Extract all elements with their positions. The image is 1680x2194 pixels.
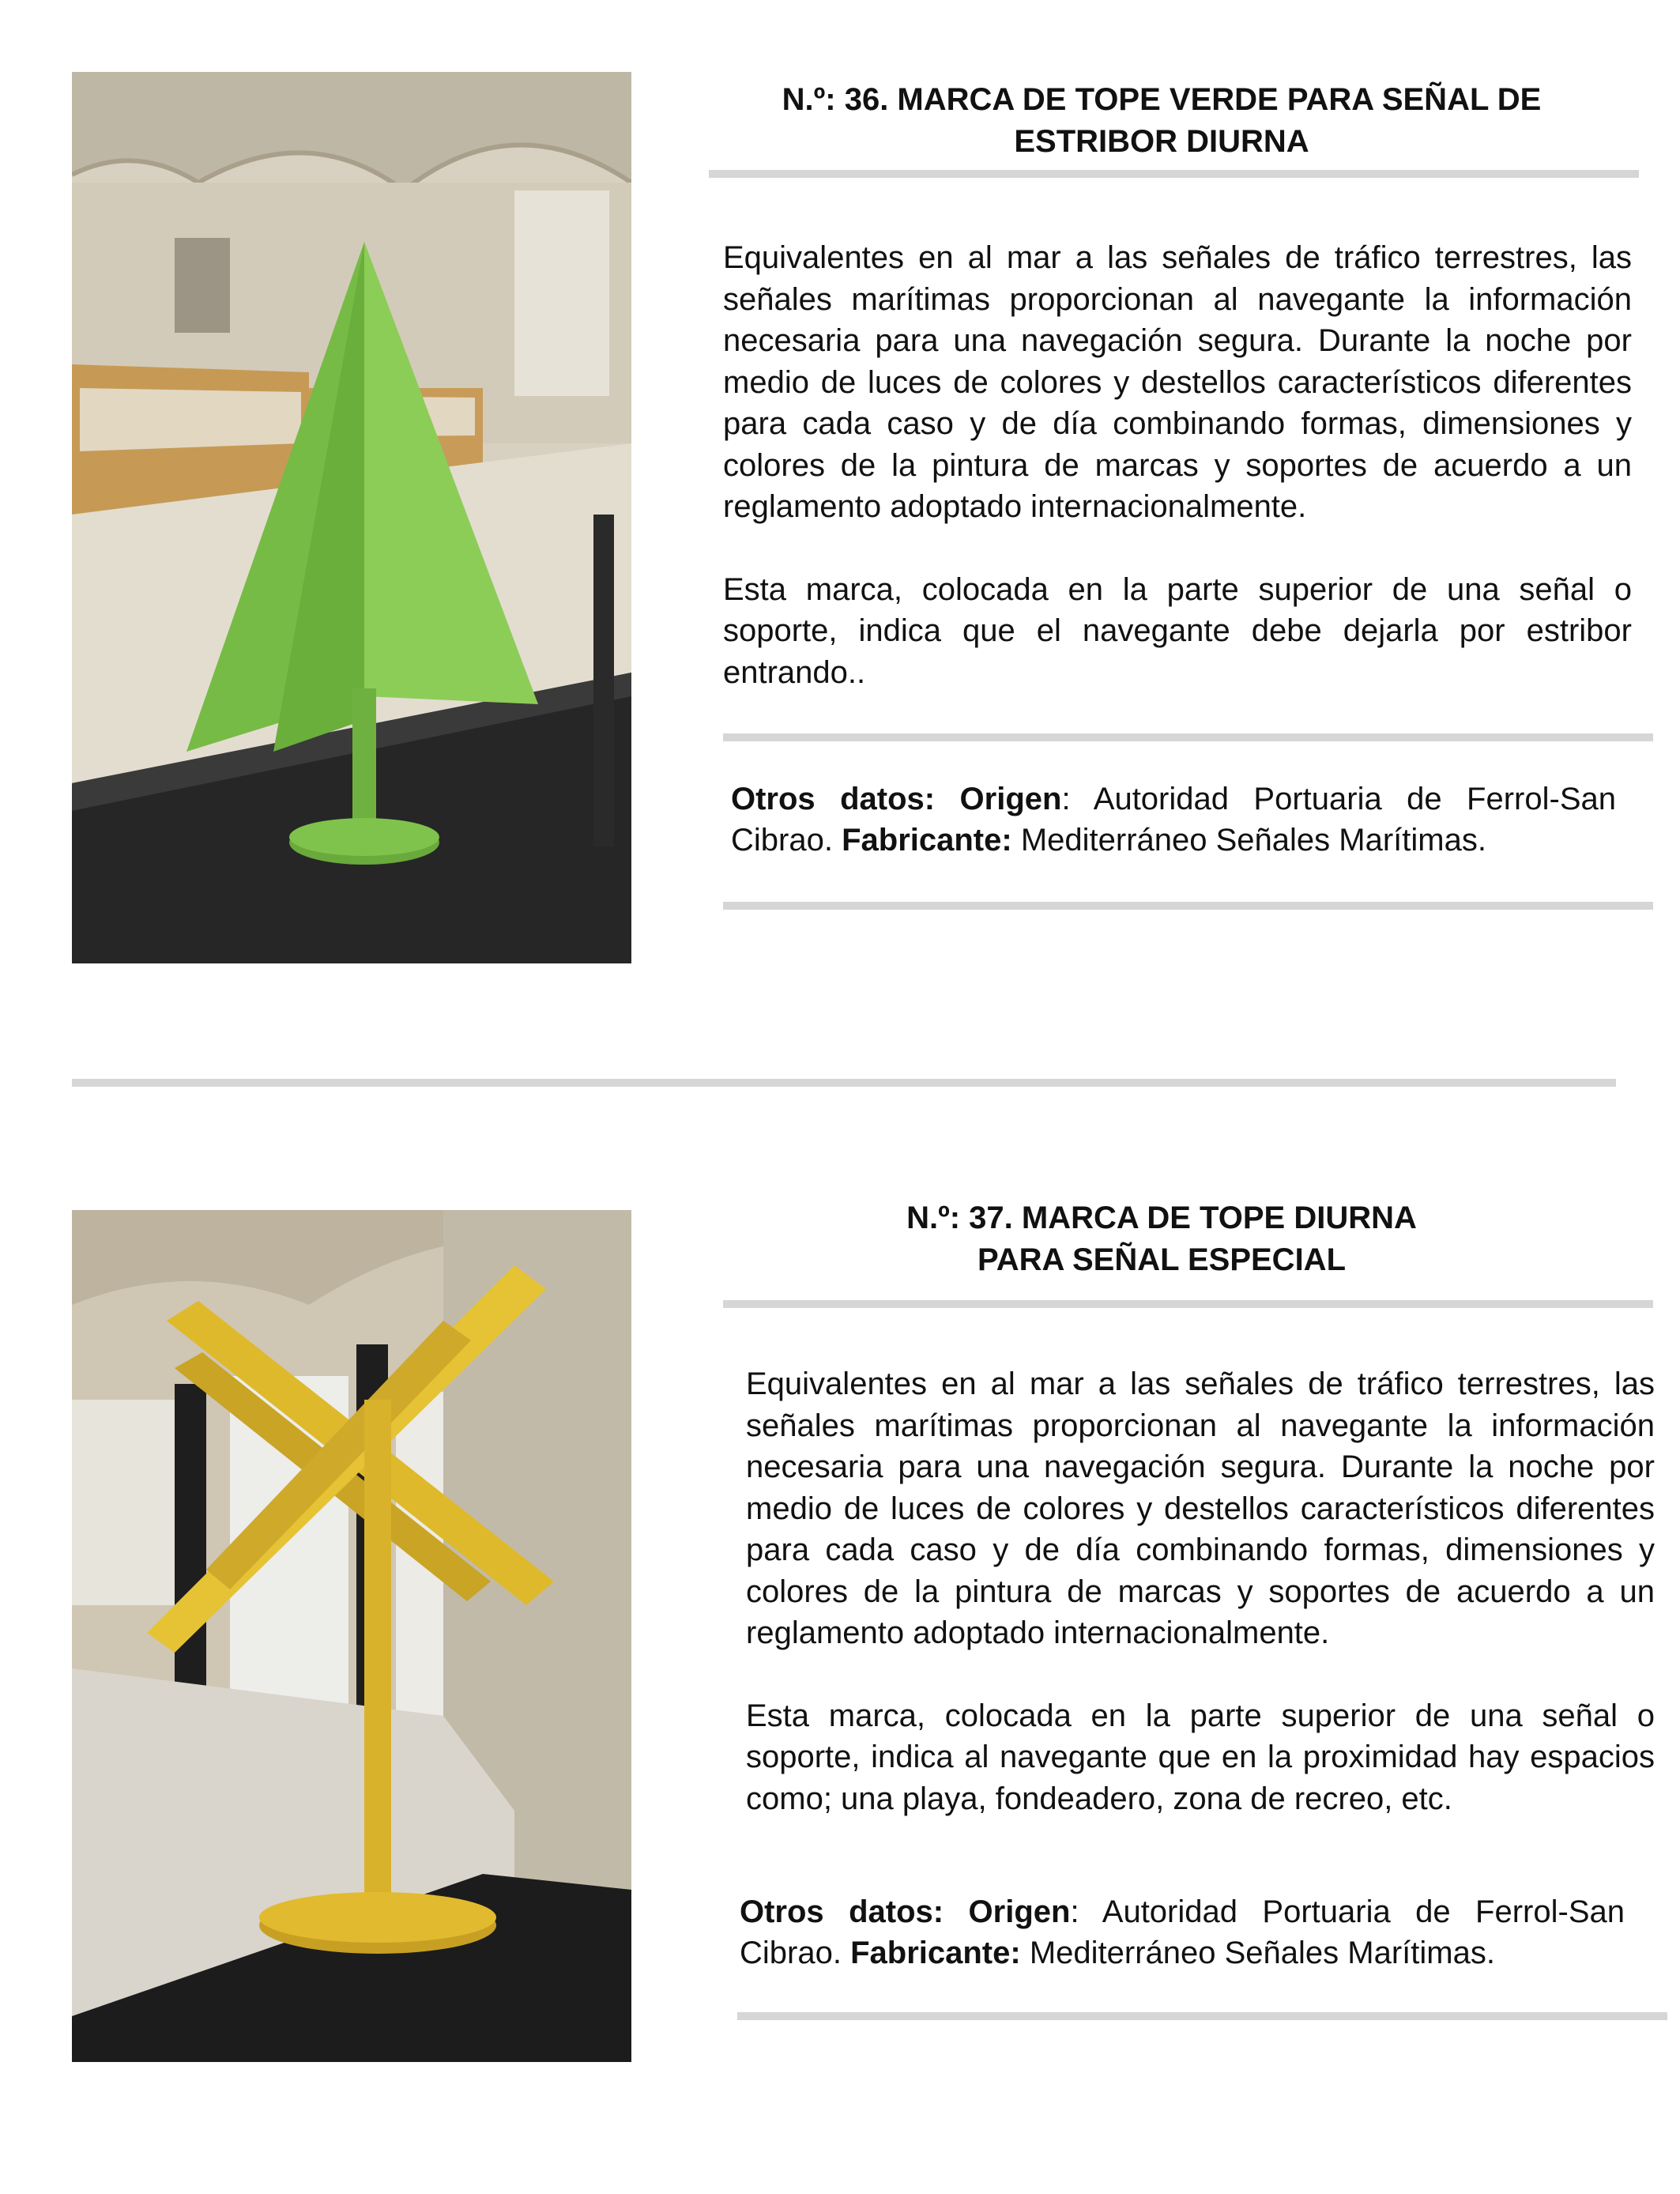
item-title-line2: PARA SEÑAL ESPECIAL <box>977 1242 1346 1277</box>
title-underline <box>709 170 1639 178</box>
origin-value: : Autoridad Portuaria de Ferrol-San Cibrao. <box>731 782 1616 858</box>
item-title-line1: N.º: 37. MARCA DE TOPE DIURNA <box>906 1201 1417 1235</box>
maker-label: Fabricante: <box>850 1936 1021 1970</box>
origin-value: : Autoridad Portuaria de Ferrol-San Cibrao. <box>740 1894 1625 1970</box>
description-paragraph-2: Esta marca, colocada en la parte superior de una señal o soporte, indica al navegante que en la proximidad hay espacios como; una playa, fondeadero, zona de recreo, etc. <box>746 1698 1655 1816</box>
maker-value: Mediterráneo Señales Marítimas. <box>1029 1936 1495 1970</box>
item-title <box>711 79 1612 163</box>
other-data-label: Otros datos: <box>740 1894 944 1929</box>
description-paragraph-1: Equivalentes en al mar a las señales de tráfico terrestres, las señales marítimas proporcionan al navegante la información necesaria para una navegación segura. Durante la noche por medio de luces de colores y destellos característicos diferentes para cada caso y de día combinando formas, dimensiones y colores de la pintura de marcas y soportes de acuerdo a un reglamento adoptado internacionalmente. <box>723 240 1632 524</box>
item-description <box>746 1363 1655 1819</box>
description-paragraph-1: Equivalentes en al mar a las señales de tráfico terrestres, las señales marítimas proporcionan al navegante la información necesaria para una navegación segura. Durante la noche por medio de luces de colores y destellos característicos diferentes para cada caso y de día combinando formas, dimensiones y colores de la pintura de marcas y soportes de acuerdo a un reglamento adoptado internacionalmente. <box>746 1367 1655 1650</box>
item-description <box>723 237 1632 693</box>
section-divider <box>72 1079 1616 1087</box>
museum-photo-yellow <box>72 1210 631 2062</box>
other-data <box>740 1891 1625 1973</box>
description-paragraph-2: Esta marca, colocada en la parte superior de una señal o soporte, indica que el navegante debe dejarla por estribor entrando.. <box>723 571 1632 690</box>
photo-yellow-x-mark <box>72 1210 631 2062</box>
item-title <box>711 1197 1612 1281</box>
origin-label: Origen <box>959 782 1062 816</box>
title-underline <box>723 1300 1653 1308</box>
other-data-separator <box>723 902 1653 910</box>
other-data <box>731 778 1616 861</box>
description-separator <box>723 733 1653 741</box>
maker-label: Fabricante: <box>842 823 1012 858</box>
other-data-separator <box>737 2012 1667 2020</box>
origin-label: Origen <box>968 1894 1071 1929</box>
museum-photo-green <box>72 72 631 963</box>
item-title-line2: ESTRIBOR DIURNA <box>1014 124 1309 159</box>
other-data-label: Otros datos: <box>731 782 936 816</box>
maker-value: Mediterráneo Señales Marítimas. <box>1020 823 1486 858</box>
photo-green-cone-mark <box>72 72 631 963</box>
item-title-line1: N.º: 36. MARCA DE TOPE VERDE PARA SEÑAL DE <box>782 82 1542 117</box>
